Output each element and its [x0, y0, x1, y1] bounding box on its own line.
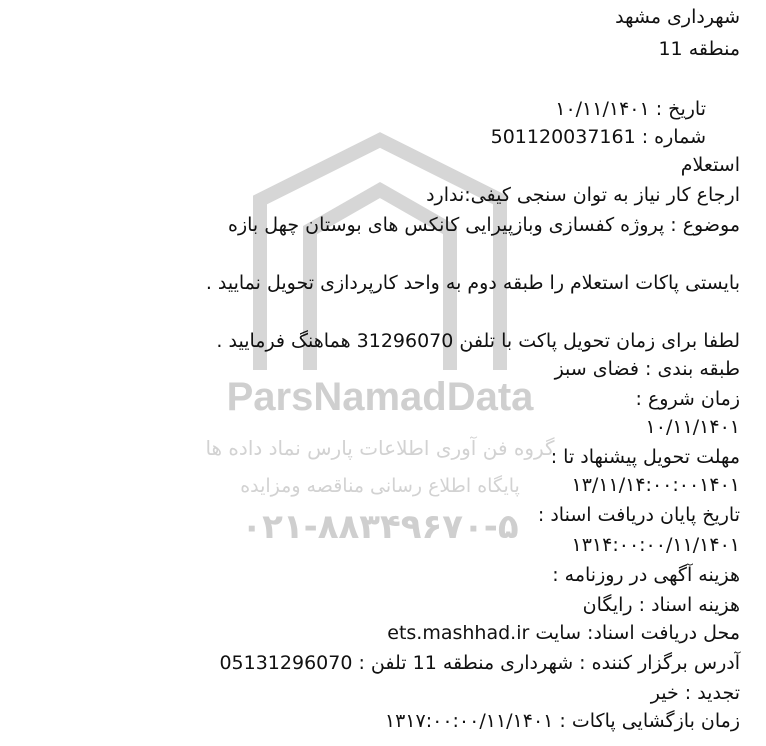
ad-cost-line: هزینه آگهی در روزنامه :	[552, 564, 740, 586]
watermark-phone: ۰۲۱-۸۸۳۴۹۶۷۰-۵	[241, 507, 519, 547]
watermark-line2: پایگاه اطلاع رسانی مناقصه ومزایده	[240, 475, 520, 497]
renewal-line: تجدید : خیر	[650, 682, 740, 704]
watermark-brand: ParsNamadData	[226, 375, 534, 419]
date-line: تاریخ : ۱۰/۱۱/۱۴۰۱	[555, 98, 706, 120]
docs-end-label: تاریخ پایان دریافت اسناد :	[537, 504, 740, 526]
subject-line: موضوع : پروژه کفسازی وبازپیرایی کانکس های بوستان چهل بازه	[227, 214, 740, 236]
opening-time-line: زمان بازگشایی پاکات : ۱۳۱۷:۰۰:۰۰/۱۱/۱۴۰۱	[384, 710, 740, 732]
category-line: طبقه بندی : فضای سبز	[554, 358, 740, 380]
receive-place-line: محل دریافت اسناد: سایت ets.mashhad.ir	[387, 622, 740, 644]
org-name: شهرداری مشهد	[615, 6, 740, 28]
coordination-line: لطفا برای زمان تحویل پاکت با تلفن 31296070 هماهنگ فرمایید .	[216, 330, 740, 352]
number-line: شماره : 501120037161	[490, 126, 706, 148]
quality-referral: ارجاع کار نیاز به توان سنجی کیفی:ندارد	[426, 184, 740, 206]
deadline-value: ۱۳/۱۱/۱۴:۰۰:۰۰۱۴۰۱	[571, 474, 740, 496]
start-value: ۱۰/۱۱/۱۴۰۱	[645, 416, 740, 438]
docs-end-value: ۱۳۱۴:۰۰:۰۰/۱۱/۱۴۰۱	[571, 534, 740, 556]
region-name: منطقه 11	[658, 38, 740, 60]
instruction-line: بایستی پاکات استعلام را طبقه دوم به واحد کارپردازی تحویل نمایید .	[205, 272, 740, 294]
deadline-label: مهلت تحویل پیشنهاد تا :	[550, 446, 740, 468]
watermark-line1: گروه فن آوری اطلاعات پارس نماد داده ها	[205, 436, 555, 460]
doc-cost-line: هزینه اسناد : رایگان	[582, 594, 740, 616]
doc-type: استعلام	[680, 154, 740, 176]
start-label: زمان شروع :	[635, 388, 740, 410]
organizer-address-line: آدرس برگزار کننده : شهرداری منطقه 11 تلفن : 05131296070	[219, 652, 740, 674]
